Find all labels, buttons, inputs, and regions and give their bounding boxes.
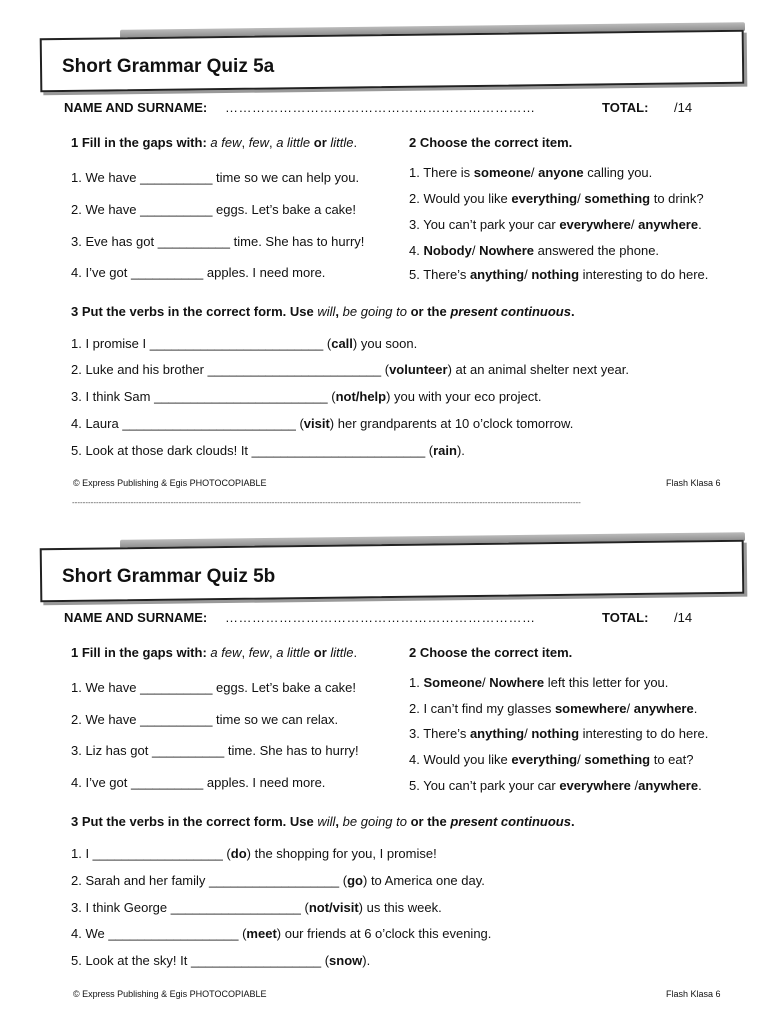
ex3-item[interactable]: 5. Look at those dark clouds! It ________________________ (rain).: [71, 443, 465, 458]
ex3-item[interactable]: 3. I think George __________________ (not/visit) us this week.: [71, 900, 442, 915]
ex2-item[interactable]: 4. Nobody/ Nowhere answered the phone.: [409, 243, 660, 258]
footer-copyright: © Express Publishing & Egis PHOTOCOPIABLE: [73, 478, 267, 488]
ex3-item[interactable]: 1. I promise I ________________________ (call) you soon.: [71, 336, 418, 351]
footer-book: Flash Klasa 6: [666, 478, 721, 488]
ex3-item[interactable]: 1. I __________________ (do) the shopping for you, I promise!: [71, 846, 437, 861]
ex1-item[interactable]: 4. I’ve got __________ apples. I need more.: [71, 775, 326, 790]
quiz-title: Short Grammar Quiz 5a: [62, 56, 275, 77]
ex2-item[interactable]: 5. You can’t park your car everywhere /anywhere.: [409, 778, 702, 793]
ex3-item[interactable]: 3. I think Sam ________________________ (not/help) you with your eco project.: [71, 389, 542, 404]
footer-copyright: © Express Publishing & Egis PHOTOCOPIABLE: [73, 989, 267, 999]
ex2-item[interactable]: 3. You can’t park your car everywhere/ anywhere.: [409, 217, 702, 232]
quiz-5b: [0, 510, 768, 1010]
total-value: /14: [674, 610, 693, 625]
name-label: NAME AND SURNAME:: [64, 100, 208, 115]
exercise-1-heading: 1 Fill in the gaps with: a few, few, a little or little.: [71, 645, 358, 660]
ex1-item[interactable]: 2. We have __________ eggs. Let’s bake a cake!: [71, 202, 357, 217]
ex3-item[interactable]: 4. We __________________ (meet) our friends at 6 o’clock this evening.: [71, 926, 492, 941]
exercise-2-heading: 2 Choose the correct item.: [409, 645, 573, 660]
ex1-item[interactable]: 3. Liz has got __________ time. She has to hurry!: [71, 743, 359, 758]
ex3-item[interactable]: 2. Sarah and her family __________________ (go) to America one day.: [71, 873, 485, 888]
ex3-item[interactable]: 2. Luke and his brother ________________________ (volunteer) at an animal shelter next year.: [71, 362, 629, 377]
ex3-item[interactable]: 5. Look at the sky! It __________________ (snow).: [71, 953, 371, 968]
exercise-1-heading: 1 Fill in the gaps with: a few, few, a little or little.: [71, 135, 358, 150]
quiz-5a: [0, 0, 768, 500]
cut-line: -----------------------------------------------------------------------------------------------------------------------------------------------------------------------------------------------: [72, 498, 581, 507]
ex1-item[interactable]: 1. We have __________ eggs. Let’s bake a cake!: [71, 680, 357, 695]
ex2-item[interactable]: 1. There is someone/ anyone calling you.: [409, 165, 653, 180]
name-field[interactable]: ……………………………………………………………: [225, 610, 536, 625]
ex2-item[interactable]: 2. Would you like everything/ something to drink?: [409, 191, 704, 206]
name-field[interactable]: ……………………………………………………………: [225, 100, 536, 115]
ex2-item[interactable]: 1. Someone/ Nowhere left this letter for you.: [409, 675, 669, 690]
name-label: NAME AND SURNAME:: [64, 610, 208, 625]
footer-book: Flash Klasa 6: [666, 989, 721, 999]
ex1-item[interactable]: 3. Eve has got __________ time. She has to hurry!: [71, 234, 365, 249]
total-value: /14: [674, 100, 693, 115]
exercise-3-heading: 3 Put the verbs in the correct form. Use will, be going to or the present continuous.: [71, 814, 575, 829]
ex1-item[interactable]: 1. We have __________ time so we can help you.: [71, 170, 360, 185]
ex2-item[interactable]: 3. There’s anything/ nothing interesting to do here.: [409, 726, 709, 741]
ex1-item[interactable]: 2. We have __________ time so we can relax.: [71, 712, 339, 727]
ex3-item[interactable]: 4. Laura ________________________ (visit) her grandparents at 10 o’clock tomorrow.: [71, 416, 574, 431]
exercise-2-heading: 2 Choose the correct item.: [409, 135, 573, 150]
quiz-title: Short Grammar Quiz 5b: [62, 566, 276, 587]
exercise-3-heading: 3 Put the verbs in the correct form. Use will, be going to or the present continuous.: [71, 304, 575, 319]
total-label: TOTAL:: [602, 100, 649, 115]
ex1-item[interactable]: 4. I’ve got __________ apples. I need more.: [71, 265, 326, 280]
total-label: TOTAL:: [602, 610, 649, 625]
ex2-item[interactable]: 5. There’s anything/ nothing interesting to do here.: [409, 267, 709, 282]
ex2-item[interactable]: 4. Would you like everything/ something to eat?: [409, 752, 694, 767]
ex2-item[interactable]: 2. I can’t find my glasses somewhere/ anywhere.: [409, 701, 698, 716]
